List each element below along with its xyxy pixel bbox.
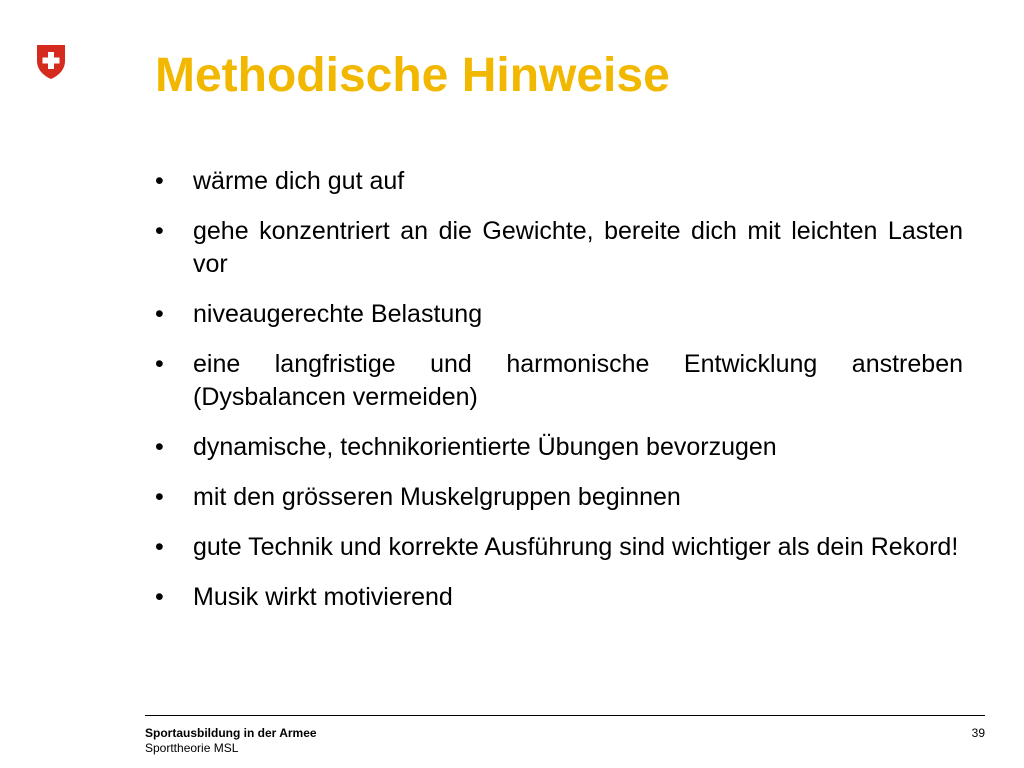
- bullet-item: [155, 165, 963, 198]
- footer-divider: [145, 715, 985, 716]
- bullet-text: wärme dich gut auf: [193, 167, 405, 195]
- bullet-text: eine langfristige und harmonische Entwicklung anstreben (Dysbalancen vermeiden): [193, 350, 963, 411]
- bullet-item: [155, 481, 963, 514]
- swiss-crest-icon: [36, 44, 66, 80]
- bullet-item: [155, 298, 963, 331]
- bullet-text: Musik wirkt motivierend: [193, 583, 453, 611]
- bullet-dot: •: [155, 433, 164, 461]
- bullet-item: [155, 348, 963, 414]
- bullet-dot: •: [155, 167, 164, 195]
- bullet-item: [155, 531, 963, 564]
- bullet-dot: •: [155, 583, 164, 611]
- page-number: 39: [971, 726, 985, 740]
- bullet-dot: •: [155, 300, 164, 328]
- bullet-dot: •: [155, 350, 164, 378]
- bullet-text: gehe konzentriert an die Gewichte, bereite dich mit leichten Lasten vor: [193, 217, 963, 278]
- bullet-item: [155, 431, 963, 464]
- footer-organization: Sportausbildung in der Armee: [145, 726, 317, 740]
- bullet-dot: •: [155, 533, 164, 561]
- bullet-item: [155, 215, 963, 281]
- bullet-list: [155, 165, 963, 631]
- bullet-text: dynamische, technikorientierte Übungen bevorzugen: [193, 433, 777, 461]
- slide-title: Methodische Hinweise: [155, 49, 670, 102]
- bullet-text: mit den grösseren Muskelgruppen beginnen: [193, 483, 681, 511]
- bullet-dot: •: [155, 217, 164, 245]
- bullet-text: niveaugerechte Belastung: [193, 300, 483, 328]
- bullet-dot: •: [155, 483, 164, 511]
- footer-subtitle: Sporttheorie MSL: [145, 741, 239, 755]
- bullet-item: [155, 581, 963, 614]
- bullet-text: gute Technik und korrekte Ausführung sind wichtiger als dein Rekord!: [193, 533, 959, 561]
